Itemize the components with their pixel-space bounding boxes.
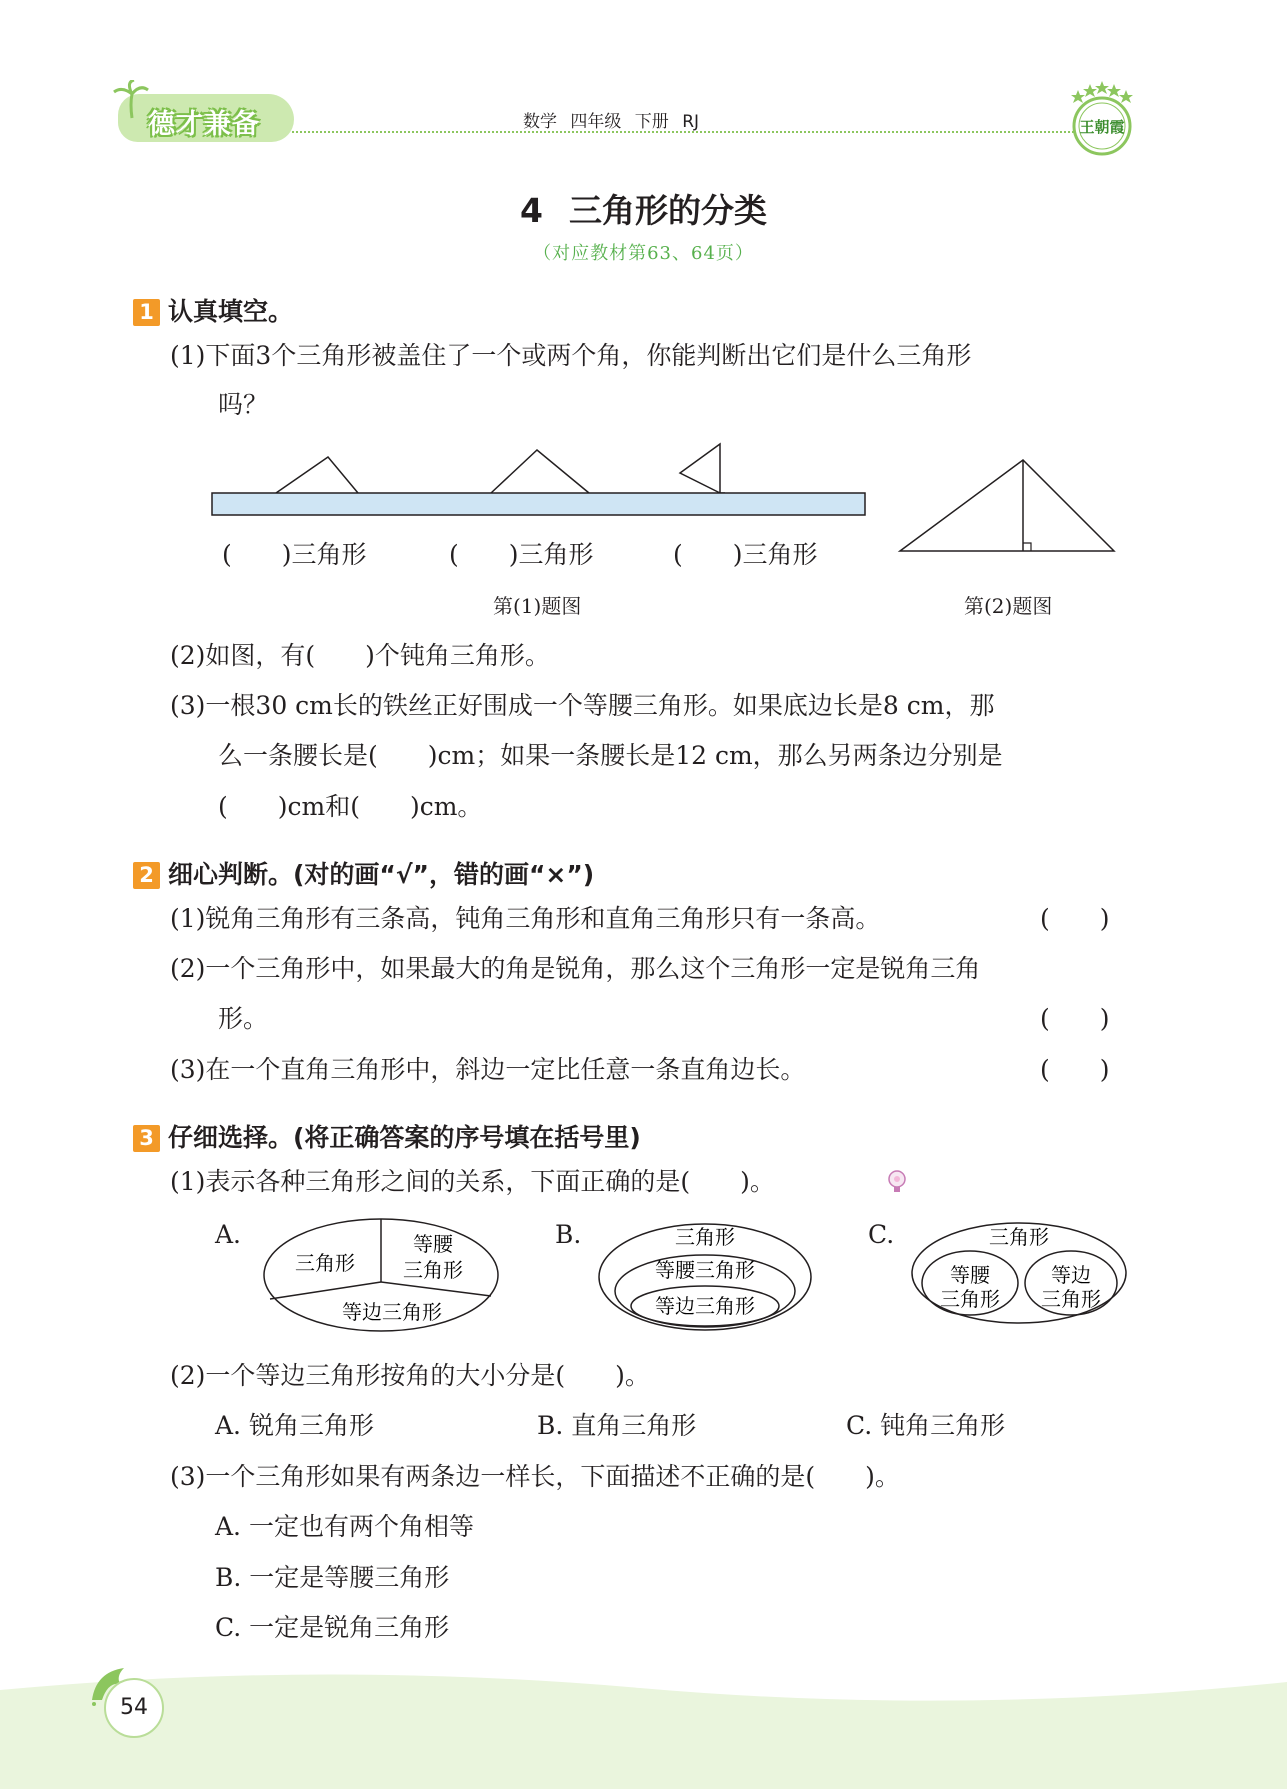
s1-q1-line1: (1)下面3个三角形被盖住了一个或两个角，你能判断出它们是什么三角形 (170, 341, 972, 370)
s1-q1-blank-3: ( )三角形 (673, 540, 818, 569)
s2-q1: (1)锐角三角形有三条高，钝角三角形和直角三角形只有一条高。 (170, 904, 881, 933)
header-subject: 数学 四年级 下册 RJ (523, 112, 700, 132)
s2-q2-answer: ( ) (1040, 1004, 1110, 1033)
badge-text: 王朝霞 (1079, 118, 1125, 136)
section-3-heading (133, 1118, 641, 1154)
b-isosceles-label: 等腰三角形 (655, 1258, 755, 1282)
covered-triangle-1 (276, 457, 358, 493)
s1-q3-line1: (3)一根30 cm长的铁丝正好围成一个等腰三角形。如果底边长是8 cm，那 (170, 691, 995, 720)
brand-logo (118, 86, 294, 142)
brand-name: 德才兼备 (148, 109, 260, 140)
section-2-number: 2 (133, 862, 160, 889)
s1-q1-blank-2: ( )三角形 (449, 540, 594, 569)
a-triangle-label: 三角形 (295, 1251, 355, 1275)
author-badge (1064, 80, 1140, 160)
s2-q2-line1: (2)一个三角形中，如果最大的角是锐角，那么这个三角形一定是锐角三角 (170, 954, 981, 983)
section-1-heading (133, 292, 293, 328)
s2-q2-line2: 形。 (218, 1004, 269, 1033)
section-1-number: 1 (133, 299, 160, 326)
c-equilateral-label-2: 三角形 (1041, 1287, 1101, 1311)
section-2-title: 细心判断。(对的画“√”，错的画“×”) (168, 860, 595, 889)
a-equilateral-label: 等边三角形 (342, 1300, 442, 1324)
figure-1-caption: 第(1)题图 (493, 594, 582, 618)
section-1-title: 认真填空。 (168, 297, 294, 326)
cover-strip (212, 493, 865, 515)
s3-q3: (3)一个三角形如果有两条边一样长，下面描述不正确的是( )。 (170, 1462, 900, 1491)
right-angle-mark (1023, 543, 1031, 551)
a-isosceles-label-2: 三角形 (403, 1258, 463, 1282)
s2-q3-answer: ( ) (1040, 1055, 1110, 1084)
palm-tree-icon (112, 80, 152, 120)
b-equilateral-label: 等边三角形 (655, 1294, 755, 1318)
venn-option-b (595, 1218, 815, 1336)
s3-q3-option-a: A. 一定也有两个角相等 (215, 1512, 474, 1541)
c-isosceles-label-2: 三角形 (940, 1287, 1000, 1311)
s2-q1-answer: ( ) (1040, 904, 1110, 933)
lesson-title: 三角形的分类 (568, 191, 767, 230)
venn-option-a (258, 1214, 504, 1336)
s1-q3-line2: 么一条腰长是( )cm；如果一条腰长是12 cm，那么另两条边分别是 (218, 741, 1003, 770)
page-title (0, 185, 1287, 232)
covered-triangle-2 (491, 450, 589, 493)
b-triangle-label: 三角形 (675, 1225, 735, 1249)
footer-wave (0, 1660, 1287, 1789)
page-number: 54 (104, 1678, 164, 1738)
s3-q1-option-b-label: B. (555, 1220, 582, 1249)
s1-q1-blank-1: ( )三角形 (222, 540, 367, 569)
s3-q2-option-a: A. 锐角三角形 (215, 1411, 374, 1440)
s3-q1: (1)表示各种三角形之间的关系，下面正确的是( )。 (170, 1167, 775, 1196)
s3-q3-option-b: B. 一定是等腰三角形 (215, 1563, 450, 1592)
covered-triangles-figure (208, 436, 868, 520)
c-isosceles-label-1: 等腰 (950, 1263, 990, 1287)
s1-q1-line2: 吗？ (218, 390, 269, 419)
s3-q1-option-c-label: C. (868, 1220, 895, 1249)
s2-q3: (3)在一个直角三角形中，斜边一定比任意一条直角边长。 (170, 1055, 806, 1084)
textbook-reference: （对应教材第63、64页） (533, 243, 754, 264)
a-isosceles-label-1: 等腰 (413, 1232, 453, 1256)
s3-q2: (2)一个等边三角形按角的大小分是( )。 (170, 1361, 650, 1390)
lightbulb-icon (886, 1169, 908, 1195)
s3-q1-option-a-label: A. (215, 1220, 242, 1249)
large-triangle (900, 460, 1114, 551)
s1-q3-line3: ( )cm和( )cm。 (218, 792, 483, 821)
section-2-heading (133, 855, 594, 891)
obtuse-triangles-figure (896, 456, 1118, 556)
s3-q2-option-c: C. 钝角三角形 (846, 1411, 1006, 1440)
lesson-number: 4 (520, 191, 543, 230)
section-3-number: 3 (133, 1125, 160, 1152)
s3-q3-option-c: C. 一定是锐角三角形 (215, 1613, 450, 1642)
c-triangle-label: 三角形 (989, 1225, 1049, 1249)
s3-q2-option-b: B. 直角三角形 (537, 1411, 697, 1440)
c-equilateral-label-1: 等边 (1051, 1263, 1091, 1287)
figure-2-caption: 第(2)题图 (964, 594, 1053, 618)
venn-option-c (908, 1218, 1130, 1328)
covered-triangle-3 (680, 444, 725, 493)
s1-q2: (2)如图，有( )个钝角三角形。 (170, 641, 550, 670)
section-3-title: 仔细选择。(将正确答案的序号填在括号里) (168, 1123, 641, 1152)
